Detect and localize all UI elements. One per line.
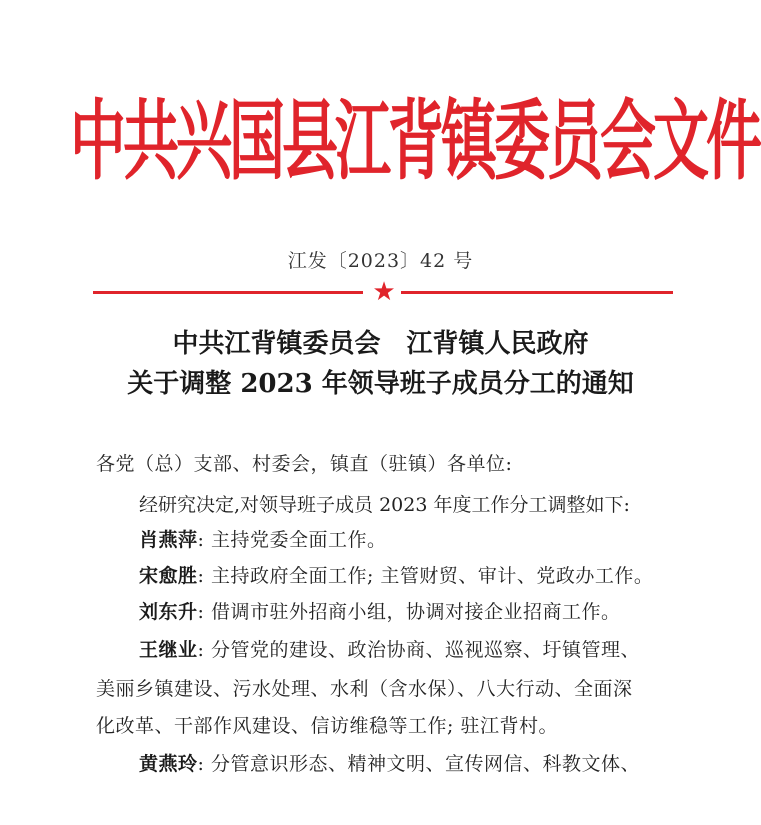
member-name: 肖燕萍: [139, 529, 198, 551]
addressee: 各党（总）支部、村委会，镇直（驻镇）各单位:: [96, 453, 513, 475]
member-name: 刘东升: [139, 601, 198, 623]
member-entry: [139, 637, 640, 663]
member-name: 宋愈胜: [139, 565, 198, 587]
member-name: 王继业: [139, 639, 198, 661]
masthead-title: 中共兴国县江背镇委员会文件: [70, 91, 759, 193]
colon: :: [197, 529, 211, 551]
intro-paragraph: 经研究决定,对领导班子成员 2023 年度工作分工调整如下:: [139, 494, 630, 516]
member-duties-continuation: 化改革、干部作风建设、信访维稳等工作; 驻江背村。: [96, 715, 558, 737]
member-duties: 分管意识形态、精神文明、宣传网信、科教文体、: [210, 753, 640, 775]
member-duties: 主持政府全面工作; 主管财贸、审计、党政办工作。: [210, 565, 654, 587]
divider-line-left: [93, 291, 363, 294]
member-duties: 分管党的建设、政治协商、巡视巡察、圩镇管理、: [210, 639, 640, 661]
document-title-line-1: 中共江背镇委员会 江背镇人民政府: [172, 329, 589, 359]
member-duties: 借调市驻外招商小组，协调对接企业招商工作。: [210, 601, 621, 623]
colon: :: [197, 601, 211, 623]
star-icon: ★: [372, 277, 396, 307]
member-entry: [139, 527, 386, 553]
document-title-line-2: 关于调整 2023 年领导班子成员分工的通知: [127, 369, 634, 399]
red-divider: [93, 277, 673, 307]
member-name: 黄燕玲: [139, 753, 198, 775]
member-entry: [139, 563, 653, 589]
colon: :: [197, 565, 211, 587]
colon: :: [197, 639, 211, 661]
member-duties: 主持党委全面工作。: [210, 529, 387, 551]
member-entry: [139, 751, 640, 777]
divider-line-right: [401, 291, 673, 294]
document-number: 江发〔2023〕42 号: [287, 250, 474, 272]
member-entry: [139, 599, 620, 625]
member-duties-continuation: 美丽乡镇建设、污水处理、水利（含水保）、八大行动、全面深: [96, 678, 633, 700]
colon: :: [197, 753, 211, 775]
